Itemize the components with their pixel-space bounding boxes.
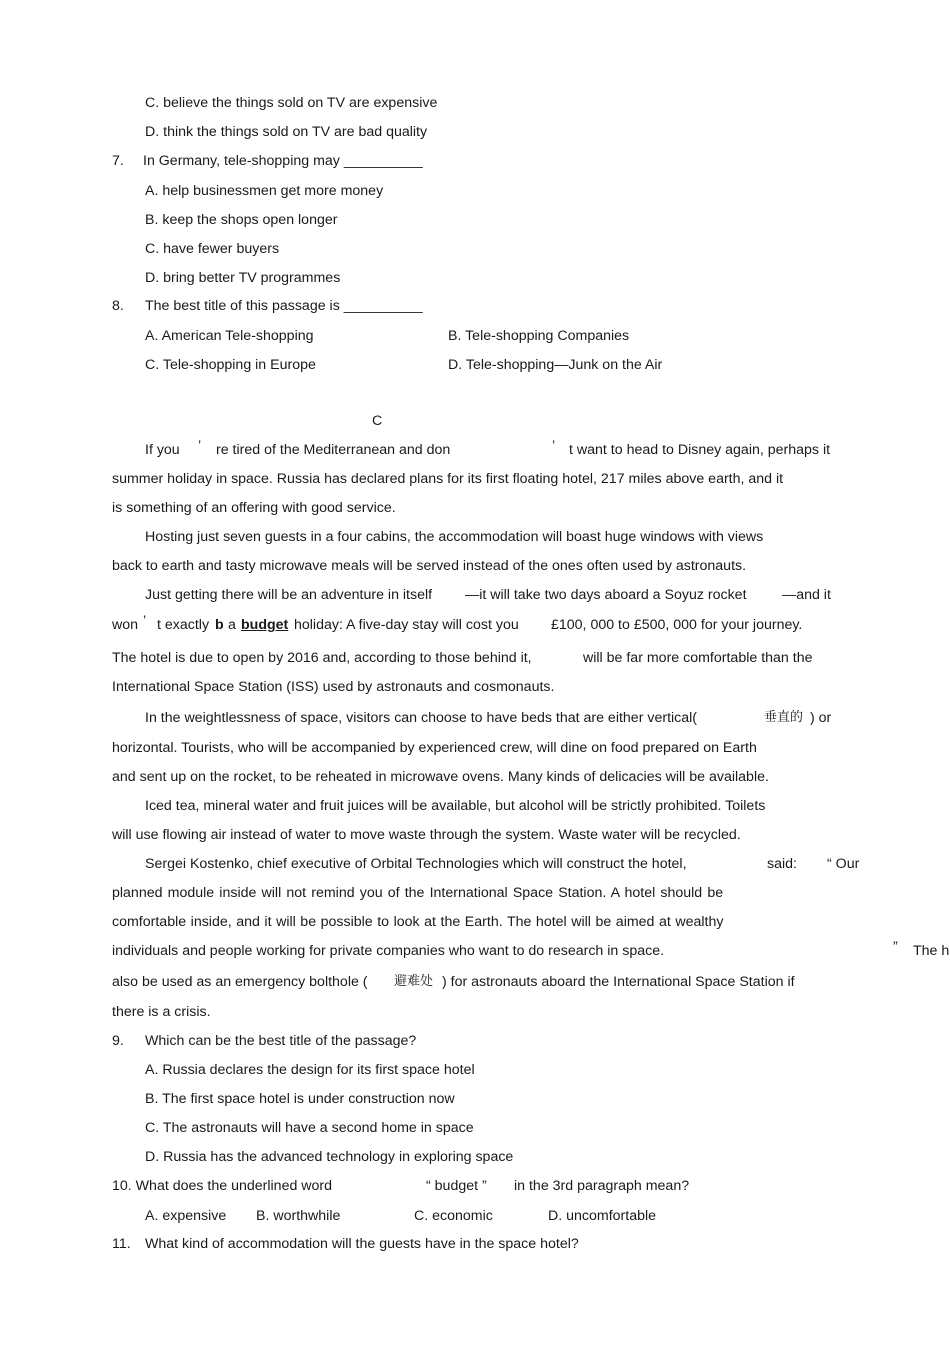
passage-p3-line2-c: t exactly — [157, 617, 210, 633]
passage-p6-line5-cjk: 避难处 — [394, 974, 434, 989]
passage-p6-line1-b: said: — [767, 856, 797, 872]
passage-p1-line1-e: t want to head to Disney again, perhaps it — [569, 442, 831, 458]
passage-p6-line4-c: The h — [913, 943, 950, 959]
q7-stem: In Germany, tele-shopping may __________ — [143, 153, 423, 169]
passage-p6-line5-b: ) for astronauts aboard the International Space Station if — [442, 974, 795, 990]
q10-option-d: D. uncomfortable — [548, 1208, 657, 1224]
q7-option-c: C. have fewer buyers — [145, 241, 280, 257]
q11-stem: What kind of accommodation will the guests have in the space hotel? — [145, 1236, 579, 1252]
q6-option-c: C. believe the things sold on TV are expensive — [145, 95, 438, 111]
q8-stem: The best title of this passage is __________ — [145, 298, 423, 314]
passage-p6-line3: comfortable inside, and it will be possible to look at the Earth. The hotel will be aimed at wealthy — [112, 914, 724, 930]
passage-p1-line1-c: re tired of the Mediterranean and don — [216, 442, 451, 458]
q10-option-b: B. worthwhile — [256, 1208, 341, 1224]
q9-option-b: B. The first space hotel is under construction now — [145, 1091, 455, 1107]
passage-p6-line4-a: individuals and people working for private companies who want to do research in space. — [112, 943, 665, 959]
q8-option-a: A. American Tele-shopping — [145, 328, 314, 344]
passage-p4-line1-a: In the weightlessness of space, visitors can choose to have beds that are either vertical( — [145, 710, 698, 726]
passage-p4-line2: horizontal. Tourists, who will be accompanied by experienced crew, will dine on food prepared on Earth — [112, 740, 757, 756]
passage-p6-line2: planned module inside will not remind you of the International Space Station. A hotel should be — [112, 885, 724, 901]
passage-p3-line2-d: b — [215, 617, 224, 633]
q8-option-c: C. Tele-shopping in Europe — [145, 357, 316, 373]
q11-number: 11. — [112, 1236, 131, 1252]
passage-p6-line6: there is a crisis. — [112, 1004, 211, 1020]
passage-p3-line3-a: The hotel is due to open by 2016 and, according to those behind it, — [112, 650, 532, 666]
q8-number: 8. — [112, 298, 124, 314]
q7-option-d: D. bring better TV programmes — [145, 270, 341, 286]
passage-p1-line3: is something of an offering with good service. — [112, 500, 396, 516]
passage-p3-line2-e: a — [228, 617, 236, 633]
passage-p3-line2-f: holiday: A five-day stay will cost you — [294, 617, 519, 633]
underlined-word-budget: budget — [241, 617, 289, 633]
passage-p4-line1-cjk: 垂直的 — [764, 710, 804, 725]
q10-option-a: A. expensive — [145, 1208, 227, 1224]
q8-option-d: D. Tele-shopping—Junk on the Air — [448, 357, 663, 373]
q10-stem-c: in the 3rd paragraph mean? — [514, 1178, 690, 1194]
section-heading: C — [372, 413, 383, 429]
passage-p6-line1-a: Sergei Kostenko, chief executive of Orbital Technologies which will construct the hotel, — [145, 856, 687, 872]
passage-p3-line1-c: —and it — [782, 587, 831, 603]
q9-number: 9. — [112, 1033, 124, 1049]
q6-option-d: D. think the things sold on TV are bad quality — [145, 124, 428, 140]
passage-p2-line1: Hosting just seven guests in a four cabins, the accommodation will boast huge windows with views — [145, 529, 764, 545]
passage-p6-line5-a: also be used as an emergency bolthole ( — [112, 974, 368, 990]
passage-p6-line1-c: “ Our — [827, 856, 860, 872]
passage-p5-line1: Iced tea, mineral water and fruit juices will be available, but alcohol will be strictly prohibited. Toilets — [145, 798, 766, 814]
q10-stem-a: 10. What does the underlined word — [112, 1178, 333, 1194]
passage-p2-line2: back to earth and tasty microwave meals will be served instead of the ones often used by astronauts. — [112, 558, 747, 574]
q9-stem: Which can be the best title of the passage? — [145, 1033, 417, 1049]
passage-p3-line1-b: —it will take two days aboard a Soyuz rocket — [465, 587, 747, 603]
q9-option-a: A. Russia declares the design for its first space hotel — [145, 1062, 475, 1078]
passage-p5-line2: will use flowing air instead of water to move waste through the system. Waste water will be recycled. — [112, 827, 741, 843]
q10-option-c: C. economic — [414, 1208, 493, 1224]
q9-option-c: C. The astronauts will have a second home in space — [145, 1120, 474, 1136]
passage-p3-line1-a: Just getting there will be an adventure in itself — [145, 587, 433, 603]
passage-p1-line1-apos2: ’ — [552, 438, 556, 454]
q7-number: 7. — [112, 153, 124, 169]
q9-option-d: D. Russia has the advanced technology in exploring space — [145, 1149, 514, 1165]
passage-p1-line1-apos1: ’ — [198, 438, 202, 454]
q10-stem-b: “ budget ” — [426, 1178, 487, 1194]
passage-p3-line2-apos: ’ — [143, 613, 147, 629]
passage-p4-line3: and sent up on the rocket, to be reheated in microwave ovens. Many kinds of delicacies will be available. — [112, 769, 769, 785]
passage-p6-line4-b: ” — [893, 939, 898, 955]
passage-p3-line2-g: £100, 000 to £500, 000 for your journey. — [551, 617, 803, 633]
passage-p1-line2: summer holiday in space. Russia has declared plans for its first floating hotel, 217 miles above earth, and it — [112, 471, 784, 487]
passage-p4-line1-b: ) or — [810, 710, 832, 726]
passage-p3-line3-b: will be far more comfortable than the — [583, 650, 813, 666]
q7-option-a: A. help businessmen get more money — [145, 183, 384, 199]
passage-p1-line1-a: If you — [145, 442, 180, 458]
q8-option-b: B. Tele-shopping Companies — [448, 328, 630, 344]
passage-p3-line4: International Space Station (ISS) used by astronauts and cosmonauts. — [112, 679, 555, 695]
passage-p3-line2-a: won — [112, 617, 139, 633]
q7-option-b: B. keep the shops open longer — [145, 212, 338, 228]
